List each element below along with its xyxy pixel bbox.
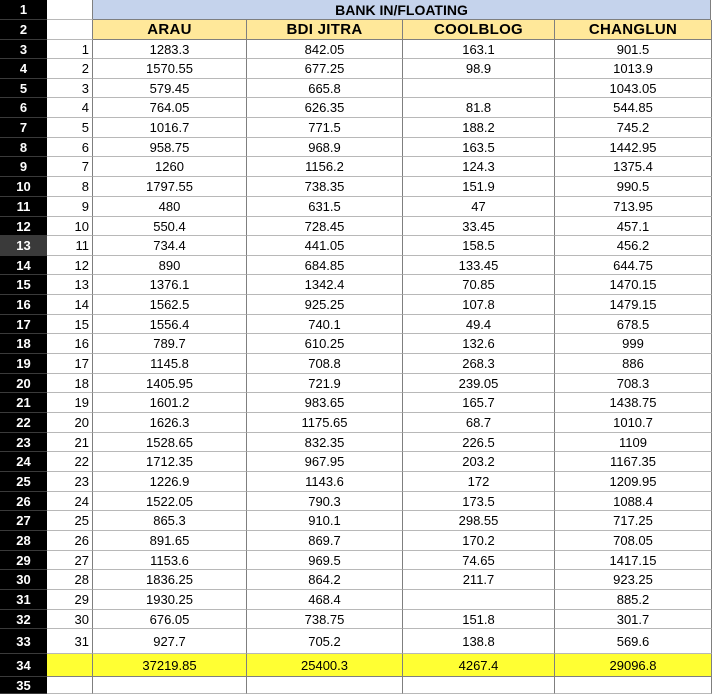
row-number-cell[interactable]: 5 [47,118,93,138]
data-cell[interactable]: 579.45 [93,79,247,98]
data-cell[interactable]: 298.55 [403,511,555,531]
data-cell[interactable]: 1570.55 [93,59,247,79]
row-header[interactable]: 4 [0,59,47,79]
row-number-cell[interactable]: 23 [47,472,93,492]
data-cell[interactable]: 842.05 [247,40,403,59]
row-number-cell[interactable]: 31 [47,629,93,654]
data-cell[interactable]: 226.5 [403,433,555,452]
data-cell[interactable]: 1167.35 [555,452,712,472]
row-header[interactable]: 29 [0,551,47,570]
row-header[interactable]: 8 [0,138,47,157]
data-cell[interactable]: 983.65 [247,393,403,413]
sheet-row [0,413,712,433]
data-cell[interactable]: 1088.4 [555,492,712,511]
data-cell[interactable]: 132.6 [403,334,555,354]
row-number-cell[interactable]: 30 [47,610,93,629]
data-cell[interactable]: 98.9 [403,59,555,79]
sheet-row [0,79,712,98]
data-cell[interactable]: 740.1 [247,315,403,334]
data-cell[interactable]: 923.25 [555,570,712,590]
sheet-row [0,295,712,315]
row-header[interactable]: 2 [0,20,47,40]
data-cell[interactable]: 480 [93,197,247,217]
sheet-row [0,677,712,694]
row-header[interactable]: 30 [0,570,47,590]
data-cell[interactable]: 124.3 [403,157,555,177]
sheet-row [0,590,712,610]
row-header[interactable]: 23 [0,433,47,452]
data-cell[interactable]: 301.7 [555,610,712,629]
data-cell[interactable]: 1626.3 [93,413,247,433]
data-cell[interactable]: 927.7 [93,629,247,654]
empty-cell[interactable] [47,677,93,694]
sheet-row [0,157,712,177]
data-cell[interactable]: 890 [93,256,247,275]
data-cell[interactable] [403,590,555,610]
empty-cell[interactable] [403,677,555,694]
data-cell[interactable]: 901.5 [555,40,712,59]
data-cell[interactable]: 1156.2 [247,157,403,177]
data-cell[interactable]: 151.8 [403,610,555,629]
row-number-cell[interactable]: 28 [47,570,93,590]
row-number-cell[interactable]: 9 [47,197,93,217]
data-cell[interactable]: 74.65 [403,551,555,570]
row-header[interactable]: 13 [0,236,47,256]
data-cell[interactable]: 738.75 [247,610,403,629]
row-number-cell[interactable]: 7 [47,157,93,177]
data-cell[interactable]: 865.3 [93,511,247,531]
data-cell[interactable]: 1175.65 [247,413,403,433]
data-cell[interactable]: 728.45 [247,217,403,236]
sheet-row [0,98,712,118]
sheet-row [0,610,712,629]
data-cell[interactable]: 1836.25 [93,570,247,590]
data-cell[interactable]: 172 [403,472,555,492]
row-header[interactable]: 34 [0,654,47,677]
row-header[interactable]: 3 [0,40,47,59]
row-number-cell[interactable]: 3 [47,79,93,98]
data-cell[interactable]: 684.85 [247,256,403,275]
row-header[interactable]: 31 [0,590,47,610]
data-cell[interactable]: 676.05 [93,610,247,629]
row-number-cell[interactable]: 24 [47,492,93,511]
data-cell[interactable]: 738.35 [247,177,403,197]
data-cell[interactable]: 745.2 [555,118,712,138]
data-cell[interactable]: 969.5 [247,551,403,570]
empty-cell[interactable] [247,677,403,694]
sheet-row [0,629,712,654]
data-cell[interactable]: 133.45 [403,256,555,275]
sheet-row [0,177,712,197]
row-number-cell[interactable]: 4 [47,98,93,118]
sheet-row [0,256,712,275]
data-cell[interactable]: 644.75 [555,256,712,275]
sheet-row [0,654,712,677]
sheet-row [0,315,712,334]
row-header[interactable]: 10 [0,177,47,197]
total-cell[interactable]: 29096.8 [555,654,712,677]
data-cell[interactable]: 1375.4 [555,157,712,177]
data-cell[interactable]: 713.95 [555,197,712,217]
sheet-row [0,551,712,570]
data-cell[interactable]: 1043.05 [555,79,712,98]
data-cell[interactable]: 81.8 [403,98,555,118]
data-cell[interactable]: 1283.3 [93,40,247,59]
sheet-row [0,452,712,472]
row-header[interactable]: 22 [0,413,47,433]
row-header[interactable]: 35 [0,677,47,694]
data-cell[interactable]: 544.85 [555,98,712,118]
data-cell[interactable]: 864.2 [247,570,403,590]
data-cell[interactable]: 885.2 [555,590,712,610]
data-cell[interactable]: 1601.2 [93,393,247,413]
row-number-cell[interactable]: 8 [47,177,93,197]
data-cell[interactable]: 151.9 [403,177,555,197]
sheet-row [0,197,712,217]
row-number-cell[interactable]: 18 [47,374,93,393]
row-header[interactable]: 9 [0,157,47,177]
sheet-row [0,354,712,374]
sheet-row [0,472,712,492]
row-header[interactable]: 27 [0,511,47,531]
data-cell[interactable]: 33.45 [403,217,555,236]
row-header[interactable]: 33 [0,629,47,654]
data-cell[interactable]: 1442.95 [555,138,712,157]
sheet-row [0,275,712,295]
data-cell[interactable]: 967.95 [247,452,403,472]
data-cell[interactable]: 1013.9 [555,59,712,79]
data-cell[interactable]: 891.65 [93,531,247,551]
data-cell[interactable]: 163.1 [403,40,555,59]
data-cell[interactable]: 708.05 [555,531,712,551]
row-number-cell[interactable]: 17 [47,354,93,374]
data-cell[interactable]: 999 [555,334,712,354]
total-cell[interactable]: 25400.3 [247,654,403,677]
data-cell[interactable]: 158.5 [403,236,555,256]
row-header[interactable]: 11 [0,197,47,217]
data-cell[interactable]: 910.1 [247,511,403,531]
sheet-row [0,236,712,256]
data-cell[interactable]: 958.75 [93,138,247,157]
data-cell[interactable]: 188.2 [403,118,555,138]
row-header[interactable]: 21 [0,393,47,413]
data-cell[interactable]: 771.5 [247,118,403,138]
row-number-cell[interactable]: 13 [47,275,93,295]
data-cell[interactable]: 1405.95 [93,374,247,393]
row-number-cell[interactable]: 25 [47,511,93,531]
table-title[interactable]: BANK IN/FLOATING [93,0,711,20]
data-cell[interactable]: 68.7 [403,413,555,433]
data-cell[interactable]: 456.2 [555,236,712,256]
sheet-row [0,492,712,511]
data-cell[interactable]: 734.4 [93,236,247,256]
sheet-row [0,531,712,551]
row-number-cell[interactable]: 16 [47,334,93,354]
row-number-cell[interactable]: 26 [47,531,93,551]
row-number-cell[interactable]: 14 [47,295,93,315]
sheet-row [0,118,712,138]
row-number-cell[interactable]: 12 [47,256,93,275]
row-number-cell[interactable]: 22 [47,452,93,472]
data-cell[interactable]: 886 [555,354,712,374]
data-cell[interactable]: 268.3 [403,354,555,374]
data-cell[interactable]: 107.8 [403,295,555,315]
row-number-cell[interactable]: 21 [47,433,93,452]
data-cell[interactable]: 1522.05 [93,492,247,511]
row-number-cell[interactable]: 1 [47,40,93,59]
data-cell[interactable]: 203.2 [403,452,555,472]
sheet-row [0,138,712,157]
sheet-row [0,59,712,79]
row-header[interactable]: 32 [0,610,47,629]
row-header[interactable]: 17 [0,315,47,334]
cell-a[interactable] [47,0,93,20]
row-number-cell[interactable]: 6 [47,138,93,157]
row-number-cell[interactable]: 20 [47,413,93,433]
row-header[interactable]: 14 [0,256,47,275]
row-number-cell[interactable]: 29 [47,590,93,610]
row-header[interactable]: 7 [0,118,47,138]
data-cell[interactable]: 764.05 [93,98,247,118]
data-cell[interactable]: 708.3 [555,374,712,393]
data-cell[interactable]: 165.7 [403,393,555,413]
column-header[interactable]: ARAU [93,20,247,40]
row-header[interactable]: 20 [0,374,47,393]
data-cell[interactable]: 990.5 [555,177,712,197]
data-cell[interactable] [403,79,555,98]
row-number-cell[interactable]: 11 [47,236,93,256]
data-cell[interactable]: 1153.6 [93,551,247,570]
data-cell[interactable]: 832.35 [247,433,403,452]
data-cell[interactable]: 708.8 [247,354,403,374]
sheet-row [0,570,712,590]
sheet-row [0,20,712,40]
row-header[interactable]: 19 [0,354,47,374]
data-cell[interactable]: 869.7 [247,531,403,551]
data-cell[interactable]: 173.5 [403,492,555,511]
data-cell[interactable]: 1797.55 [93,177,247,197]
data-cell[interactable]: 239.05 [403,374,555,393]
row-header[interactable]: 25 [0,472,47,492]
data-cell[interactable]: 49.4 [403,315,555,334]
row-header[interactable]: 15 [0,275,47,295]
cell-a[interactable] [47,20,93,40]
sheet-row [0,393,712,413]
total-cell[interactable]: 4267.4 [403,654,555,677]
data-cell[interactable]: 1342.4 [247,275,403,295]
empty-cell[interactable] [93,677,247,694]
data-cell[interactable]: 569.6 [555,629,712,654]
data-cell[interactable]: 47 [403,197,555,217]
data-cell[interactable]: 717.25 [555,511,712,531]
row-number-cell[interactable]: 19 [47,393,93,413]
data-cell[interactable]: 1528.65 [93,433,247,452]
data-cell[interactable]: 1145.8 [93,354,247,374]
data-cell[interactable]: 665.8 [247,79,403,98]
data-cell[interactable]: 789.7 [93,334,247,354]
data-cell[interactable]: 1562.5 [93,295,247,315]
sheet-row [0,0,712,20]
empty-cell[interactable] [555,677,712,694]
row-header[interactable]: 24 [0,452,47,472]
data-cell[interactable]: 441.05 [247,236,403,256]
sheet-row [0,374,712,393]
data-cell[interactable]: 631.5 [247,197,403,217]
data-cell[interactable]: 163.5 [403,138,555,157]
sheet-row [0,511,712,531]
data-cell[interactable]: 1260 [93,157,247,177]
data-cell[interactable]: 468.4 [247,590,403,610]
data-cell[interactable]: 1109 [555,433,712,452]
data-cell[interactable]: 1417.15 [555,551,712,570]
row-header[interactable]: 26 [0,492,47,511]
data-cell[interactable]: 1712.35 [93,452,247,472]
sheet-row [0,40,712,59]
row-number-cell[interactable]: 10 [47,217,93,236]
data-cell[interactable]: 457.1 [555,217,712,236]
data-cell[interactable]: 1470.15 [555,275,712,295]
data-cell[interactable]: 550.4 [93,217,247,236]
data-cell[interactable]: 721.9 [247,374,403,393]
data-cell[interactable]: 677.25 [247,59,403,79]
data-cell[interactable]: 678.5 [555,315,712,334]
data-cell[interactable]: 610.25 [247,334,403,354]
column-header[interactable]: CHANGLUN [555,20,712,40]
data-cell[interactable]: 70.85 [403,275,555,295]
data-cell[interactable]: 925.25 [247,295,403,315]
data-cell[interactable]: 1016.7 [93,118,247,138]
data-cell[interactable]: 211.7 [403,570,555,590]
sheet-row [0,217,712,236]
data-cell[interactable]: 968.9 [247,138,403,157]
total-label-cell[interactable] [47,654,93,677]
data-cell[interactable]: 626.35 [247,98,403,118]
column-header[interactable]: BDI JITRA [247,20,403,40]
data-cell[interactable]: 1376.1 [93,275,247,295]
row-header[interactable]: 16 [0,295,47,315]
data-cell[interactable]: 170.2 [403,531,555,551]
data-cell[interactable]: 138.8 [403,629,555,654]
data-cell[interactable]: 790.3 [247,492,403,511]
data-cell[interactable]: 1438.75 [555,393,712,413]
row-header[interactable]: 12 [0,217,47,236]
column-header[interactable]: COOLBLOG [403,20,555,40]
row-header[interactable]: 18 [0,334,47,354]
data-cell[interactable]: 1930.25 [93,590,247,610]
row-header[interactable]: 5 [0,79,47,98]
row-header[interactable]: 6 [0,98,47,118]
data-cell[interactable]: 705.2 [247,629,403,654]
row-number-cell[interactable]: 27 [47,551,93,570]
row-header[interactable]: 28 [0,531,47,551]
row-number-cell[interactable]: 2 [47,59,93,79]
data-cell[interactable]: 1556.4 [93,315,247,334]
sheet-row [0,334,712,354]
data-cell[interactable]: 1010.7 [555,413,712,433]
data-cell[interactable]: 1143.6 [247,472,403,492]
data-cell[interactable]: 1209.95 [555,472,712,492]
row-number-cell[interactable]: 15 [47,315,93,334]
row-header[interactable]: 1 [0,0,47,20]
data-cell[interactable]: 1479.15 [555,295,712,315]
sheet-row [0,433,712,452]
total-cell[interactable]: 37219.85 [93,654,247,677]
data-cell[interactable]: 1226.9 [93,472,247,492]
